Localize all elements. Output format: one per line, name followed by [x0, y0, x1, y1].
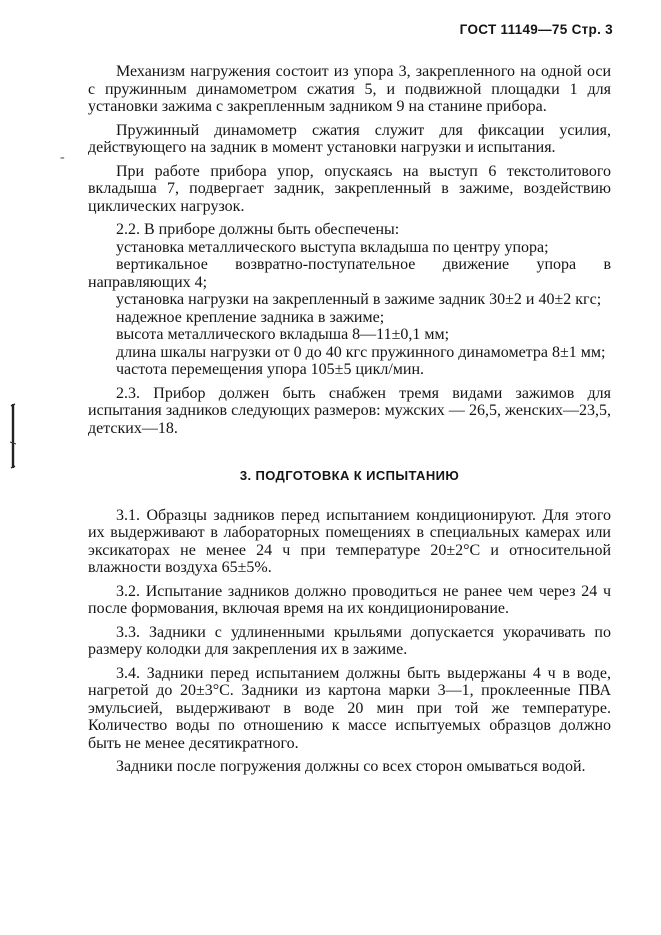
list-item: высота металлического вкладыша 8—11±0,1 мм; — [116, 326, 450, 343]
paragraph-loading-mechanism: Механизм нагружения состоит из упора 3, закрепленного на одной оси с пружинным динамометром сжатия 5, и подвижной площадки 1 для установки зажима с закрепленным задником 9 на станине прибора. — [88, 63, 611, 115]
list-item: надежное крепление задника в зажиме; — [116, 308, 385, 326]
margin-dash-mark: ‑ — [60, 150, 65, 165]
clause-3-4: 3.4. Задники перед испытанием должны быть выдержаны 4 ч в воде, нагретой до 20±3°С. Задники из картона марки 3—1, проклеенные ПВА эмульсией, выдерживают в воде 20 мин при той же температуре. Количество воды по отношению к массе испытуемых образцов должно быть не менее десятикратного. — [88, 664, 611, 752]
clause-3-3: 3.3. Задники с удлиненными крыльями допускается укорачивать по размеру колодки для закрепления их в зажиме. — [88, 623, 611, 658]
clause-2-3: 2.3. Прибор должен быть снабжен тремя видами зажимов для испытания задников следующих размеров: мужских — 26,5, женских—23,5, детских—18. — [88, 384, 611, 437]
clause-3-1: 3.1. Образцы задников перед испытанием кондиционируют. Для этого их выдерживают в лабораторных помещениях в специальных камерах или эксикаторах не менее 24 ч при температуре 20±2°С и относительной влажности воздуха 65±5%. — [88, 506, 611, 576]
paragraph-after-immersion: Задники после погружения должны со всех сторон омываться водой. — [116, 758, 586, 775]
paragraph-dynamometer: Пружинный динамометр сжатия служит для фиксации усилия, действующего на задник в момент установки нагрузки и испытания. — [88, 121, 611, 156]
list-item: установка металлического выступа вкладыша по центру упора; — [116, 238, 549, 256]
page-header: ГОСТ 11149—75 Стр. 3 — [459, 22, 613, 37]
list-item: длина шкалы нагрузки от 0 до 40 кгс пружинного динамометра 8±1 мм; — [116, 343, 606, 361]
clause-3-2: 3.2. Испытание задников должно проводиться не ранее чем через 24 ч после формования, включая время на их кондиционирование. — [88, 582, 611, 617]
paragraph-operation: При работе прибора упор, опускаясь на выступ 6 текстолитового вкладыша 7, подвергает задник, закрепленный в зажиме, воздействию циклических нагрузок. — [88, 162, 611, 215]
page-body — [88, 63, 611, 782]
list-item: вертикальное возвратно-поступательное движение упора в направляющих 4; — [88, 256, 611, 291]
list-item: частота перемещения упора 105±5 цикл/мин. — [116, 361, 425, 378]
section-title: 3. ПОДГОТОВКА К ИСПЫТАНИЮ — [239, 468, 460, 483]
list-item: установка нагрузки на закрепленный в зажиме задник 30±2 и 40±2 кгс; — [116, 291, 602, 308]
margin-bracket-mark — [6, 402, 20, 470]
clause-2-2: 2.2. В приборе должны быть обеспечены: — [116, 221, 400, 238]
